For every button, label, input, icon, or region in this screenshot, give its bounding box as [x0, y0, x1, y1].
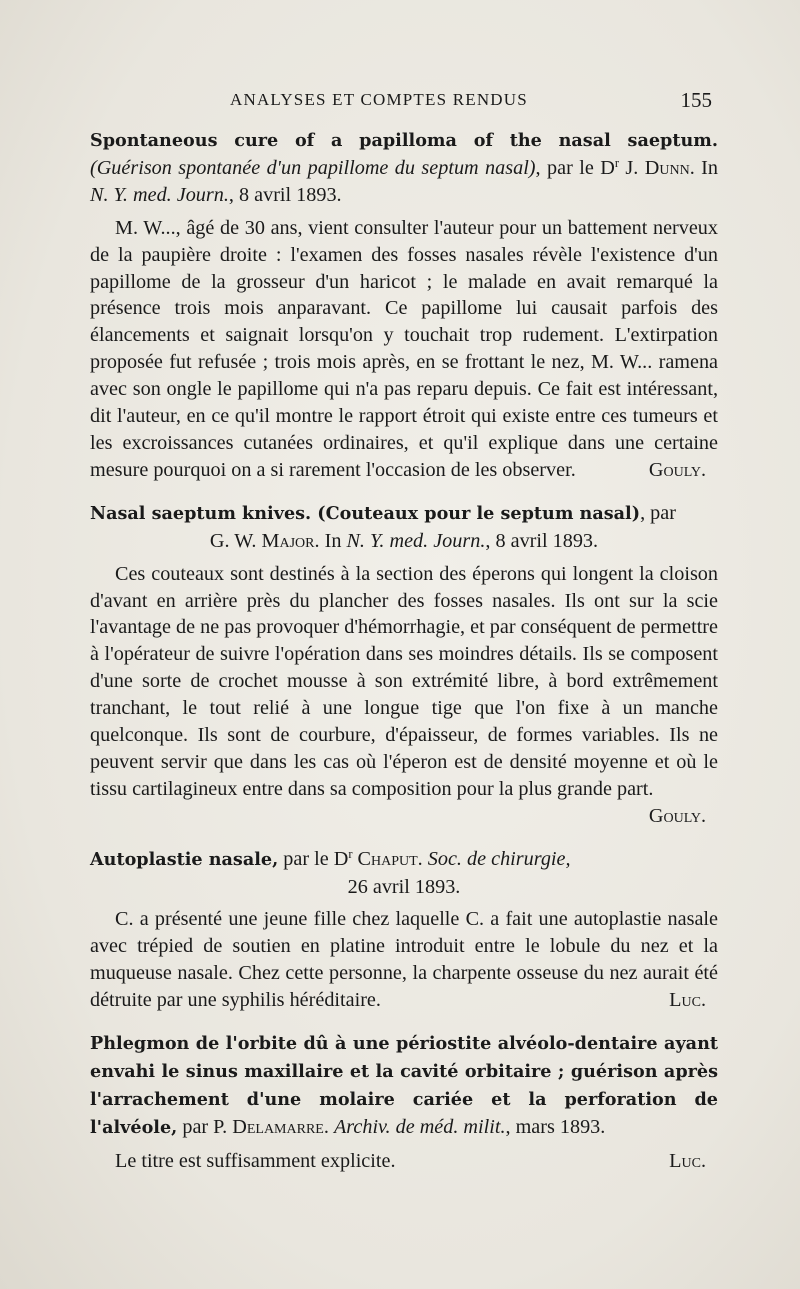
entry-body: [90, 561, 718, 827]
entry-source-prefix: . In: [689, 156, 718, 179]
entry-body: [90, 215, 718, 484]
entry-author: Delamarre: [232, 1115, 324, 1138]
entry-source: N. Y. med. Journ.: [346, 529, 486, 552]
entry-body-text: Ces couteaux sont destinés à la section des éperons qui longent la cloison d'avant en arrière près du plancher des fosses nasales. Ils ont sur la scie l'avantage de ne pas provoquer d'hémorrhagie, et par conséquent de permettre à l'opérateur de suivre l'opération dans ses moindres détails. Ils se composent d'une sorte de crochet mousse à son extrémité libre, à bord extrêmement tranchant, le tout relié à une longue tige que l'on fixe à un manche quelconque. Ils sont de courbure, d'épaisseur, de formes variables. Ils ne peuvent servir que dans les cas où l'éperon est de densité moyenne et où le tissu cartilagineux entre dans sa composition pour la plus grande part.: [90, 562, 718, 800]
entry-body-text: M. W..., âgé de 30 ans, vient consulter l'auteur pour un battement nerveux de la paupière droite : l'examen des fosses nasales révèle l'existence d'un papillome de la grosseur d'un haricot ; le malade en avait remarqué la présence trois mois anparavant. Ce papillome lui causait parfois des élancements et saignait lorsqu'on y touchait trop rudement. L'extirpation proposée fut refusée ; trois mois après, en se frottant le nez, M. W... ramena avec son ongle le papillome qui n'a pas reparu depuis. Ce fait est intéressant, dit l'auteur, en ce qu'il montre le rapport étroit qui existe entre ces tumeurs et les excroissances cutanées ordinaires, et qu'il explique dans une certaine mesure pourquoi on a si rarement l'occasion de les observer.: [90, 216, 718, 481]
entry-by: , par le D: [535, 156, 615, 179]
page-number: 155: [680, 88, 712, 112]
review-entry-autoplastie: [90, 846, 718, 1014]
entry-title: Nasal saeptum knives. (Couteaux pour le septum nasal): [90, 502, 641, 524]
entry-source: N. Y. med. Journ.: [90, 183, 229, 206]
entry-author: Major: [261, 529, 315, 552]
review-entry-septum-knives: [90, 500, 718, 830]
entry-author-initials: G. W.: [209, 529, 262, 552]
entry-signoff: Luc.: [669, 1149, 706, 1172]
entry-title: Phlegmon de l'orbite dû à une périostite alvéolo-dentaire ayant envahi le sinus maxillaire et la cavité orbitaire ; guérison après l'arrachement d'une molaire cariée et la perforation de l'alvéole,: [90, 1033, 718, 1138]
entry-signoff: Gouly.: [648, 458, 706, 481]
entry-source-prefix: .: [323, 1115, 334, 1138]
entry-heading: [90, 1030, 718, 1142]
entry-source-date: , 8 avril 1893.: [485, 529, 599, 552]
running-title: ANALYSES ET COMPTES RENDUS: [230, 90, 528, 109]
entry-body: [90, 1148, 718, 1175]
entry-source-date: , mars 1893.: [505, 1115, 606, 1138]
entry-signoff: Luc.: [669, 989, 706, 1012]
running-head: [230, 88, 712, 114]
entry-by: par le D: [278, 847, 349, 870]
entry-author: Chaput: [357, 847, 418, 870]
entry-title: Spontaneous cure of a papilloma of the nasal saeptum.: [90, 130, 718, 151]
review-entry-phlegmon: [90, 1030, 718, 1175]
entry-source-date: 26 avril 1893.: [347, 875, 461, 898]
entry-title-translation: (Guérison spontanée d'un papillome du septum nasal): [90, 156, 536, 179]
entry-by-sup: r: [348, 846, 353, 861]
entry-body: [90, 906, 718, 1014]
entry-author-line: [90, 528, 718, 555]
entry-signoff: Gouly.: [648, 804, 706, 827]
entry-heading: [90, 846, 718, 901]
entry-by: , par: [640, 501, 676, 524]
entry-by: par P.: [177, 1115, 233, 1138]
review-entry-papilloma: [90, 127, 718, 484]
entry-heading: [90, 127, 718, 209]
entry-source-prefix: .: [417, 847, 428, 870]
article-column: [90, 125, 718, 1175]
entry-title: Autoplastie nasale,: [90, 848, 279, 870]
entry-source-date: , 8 avril 1893.: [228, 183, 342, 206]
entry-by-sup: r: [614, 156, 619, 171]
entry-source-prefix: . In: [314, 529, 347, 552]
entry-source: Soc. de chirurgie,: [427, 847, 571, 870]
entry-body-text: C. a présenté une jeune fille chez laquelle C. a fait une autoplastie nasale avec trépied de soutien en platine introduit entre le lobule du nez et la muqueuse nasale. Chez cette personne, la charpente osseuse du nez aurait été détruite par une syphilis héréditaire.: [90, 908, 718, 1012]
entry-body-text: Le titre est suffisamment explicite.: [115, 1149, 396, 1172]
entry-heading: [90, 500, 718, 555]
entry-author-initial: J.: [618, 156, 645, 179]
entry-source: Archiv. de méd. milit.: [333, 1115, 506, 1138]
entry-author: Dunn: [644, 156, 690, 179]
